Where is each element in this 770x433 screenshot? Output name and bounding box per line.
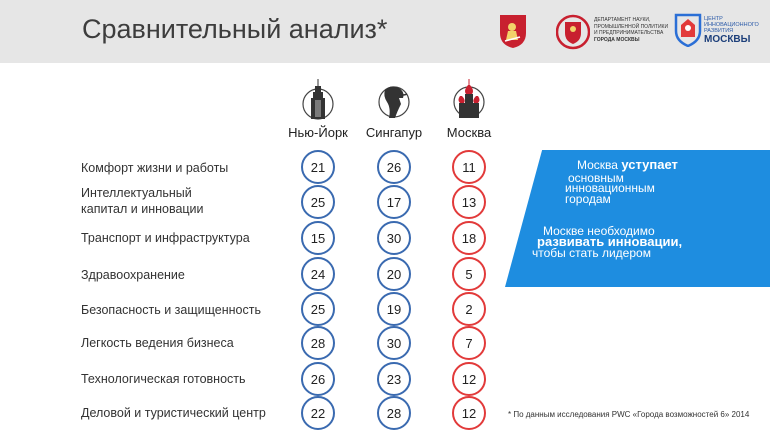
rank-new-york-tech: 26 (301, 362, 335, 396)
callout-line-2-pre: Москве необходимо (543, 224, 655, 238)
row-label-healthcare: Здравоохранение (81, 268, 185, 282)
rank-moscow-comfort: 11 (452, 150, 486, 184)
row-label-comfort: Комфорт жизни и работы (81, 161, 229, 175)
callout-line-2-bold-text: развивать инновации, (537, 234, 683, 249)
rank-moscow-transport: 18 (452, 221, 486, 255)
department-logo (556, 13, 669, 51)
rank-moscow-business-ease: 7 (452, 326, 486, 360)
callout-line-1-pre: Москва (577, 158, 622, 172)
dept-line-bold: ГОРОДА МОСКВЫ (594, 36, 640, 43)
row-label-transport: Транспорт и инфраструктура (81, 231, 250, 245)
rank-moscow-intellectual: 13 (452, 185, 486, 219)
rank-new-york-safety: 25 (301, 292, 335, 326)
rank-singapore-intellectual: 17 (377, 185, 411, 219)
rank-singapore-tech: 23 (377, 362, 411, 396)
rank-new-york-comfort: 21 (301, 150, 335, 184)
page-title: Сравнительный анализ* (82, 14, 388, 44)
callout-line-1-rest-2: инновационным (565, 181, 655, 195)
center-line-2: ИННОВАЦИОННОГО (704, 22, 759, 28)
rank-moscow-business-tourism: 12 (452, 396, 486, 430)
row-label-business-ease: Легкость ведения бизнеса (81, 336, 234, 350)
row-label-safety: Безопасность и защищенность (81, 303, 261, 317)
rank-singapore-safety: 19 (377, 292, 411, 326)
rank-singapore-business-ease: 30 (377, 326, 411, 360)
rank-new-york-transport: 15 (301, 221, 335, 255)
callout-line-1-rest-3: городам (565, 192, 611, 206)
rank-moscow-healthcare: 5 (452, 257, 486, 291)
dept-line-3: И ПРЕДПРИНИМАТЕЛЬСТВА (594, 30, 664, 36)
rank-new-york-business-tourism: 22 (301, 396, 335, 430)
footnote: * По данным исследования PWC «Города возможностей 6» 2014 (508, 410, 750, 419)
row-label-business-tourism: Деловой и туристический центр (81, 406, 266, 420)
callout-line-2-rest: чтобы стать лидером (532, 246, 651, 260)
rank-new-york-intellectual: 25 (301, 185, 335, 219)
callout-line-1-bold: уступает (621, 157, 678, 172)
rank-singapore-comfort: 26 (377, 150, 411, 184)
innovation-center-logo (674, 13, 764, 51)
city-moscow: Москва (446, 125, 492, 140)
empire-state-building-icon (301, 78, 335, 120)
department-emblem-icon (556, 13, 590, 51)
rank-new-york-business-ease: 28 (301, 326, 335, 360)
rank-moscow-safety: 2 (452, 292, 486, 326)
center-line-bold: МОСКВЫ (704, 34, 751, 45)
dept-line-2: ПРОМЫШЛЕННОЙ ПОЛИТИКИ (594, 23, 669, 30)
rank-singapore-transport: 30 (377, 221, 411, 255)
saint-basils-cathedral-icon (452, 78, 486, 120)
dept-line-1: ДЕПАРТАМЕНТ НАУКИ, (594, 17, 651, 23)
callout-line-1 (577, 159, 678, 171)
row-label-tech-readiness: Технологическая готовность (81, 372, 246, 386)
center-line-3: РАЗВИТИЯ (704, 28, 734, 34)
rank-moscow-tech: 12 (452, 362, 486, 396)
rank-singapore-business-tourism: 28 (377, 396, 411, 430)
city-new-york: Нью-Йорк (288, 125, 348, 140)
rank-new-york-healthcare: 24 (301, 257, 335, 291)
row-label-intellectual-capital: Интеллектуальный капитал и инновации (81, 186, 204, 216)
merlion-icon (377, 78, 411, 120)
moscow-coat-of-arms-icon (498, 13, 528, 49)
city-singapore: Сингапур (365, 125, 423, 140)
rank-singapore-healthcare: 20 (377, 257, 411, 291)
center-line-1: ЦЕНТР (704, 16, 723, 22)
callout-line-1-rest-1: основным (568, 171, 624, 185)
innovation-center-emblem-icon (674, 13, 702, 47)
